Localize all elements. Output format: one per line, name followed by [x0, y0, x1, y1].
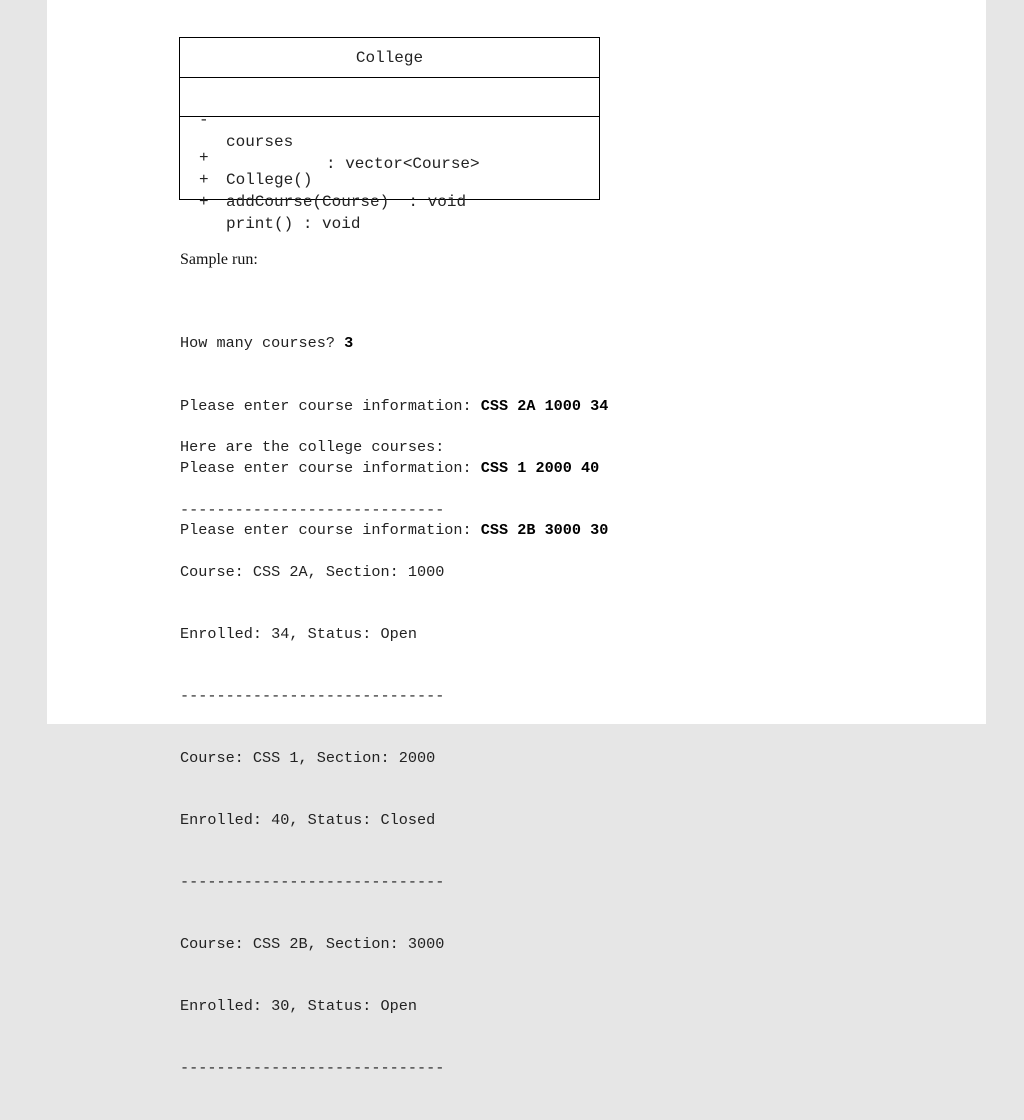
uml-attributes-section [180, 78, 599, 173]
console-divider: ----------------------------- [180, 1059, 445, 1078]
console-prompt: Please enter course information: [180, 396, 481, 415]
console-user-input: CSS 1 2000 40 [480, 458, 600, 477]
console-divider: ----------------------------- [180, 500, 445, 519]
uml-attribute-row [180, 87, 480, 173]
visibility-marker: + [199, 171, 209, 189]
visibility-marker: + [199, 193, 209, 211]
console-user-input: CSS 2A 1000 34 [480, 396, 609, 415]
visibility-marker: - [199, 111, 209, 129]
console-line [180, 333, 608, 354]
document-page [47, 0, 986, 1078]
console-output-line: Here are the college courses: [180, 438, 445, 457]
method-signature: addCourse(Course) : void [226, 193, 467, 211]
attribute-type: : vector<Course> [326, 155, 480, 173]
console-output-line: Enrolled: 30, Status: Open [180, 997, 417, 1016]
console-output-line: Course: CSS 2B, Section: 3000 [180, 935, 445, 954]
console-divider: ----------------------------- [180, 873, 445, 892]
method-signature: College() [226, 171, 313, 189]
uml-class-name: College [180, 38, 599, 78]
console-output-line: Enrolled: 34, Status: Open [180, 624, 417, 643]
console-output-line: Course: CSS 1, Section: 2000 [180, 748, 436, 767]
uml-class-diagram [179, 37, 600, 233]
console-prompt: How many courses? [180, 334, 345, 353]
attribute-name: courses [226, 133, 294, 151]
console-output-line: Enrolled: 40, Status: Closed [180, 810, 436, 829]
console-user-input: 3 [344, 334, 354, 353]
console-prompt: Please enter course information: [180, 520, 481, 539]
method-signature: print() : void [226, 215, 361, 233]
visibility-marker: + [199, 149, 209, 167]
console-output-line: Course: CSS 2A, Section: 1000 [180, 562, 445, 581]
sample-run-label: Sample run: [180, 251, 258, 268]
console-output-block [180, 396, 444, 1120]
uml-methods-section [180, 117, 599, 233]
console-divider: ----------------------------- [180, 686, 445, 705]
console-user-input: CSS 2B 3000 30 [480, 520, 609, 539]
console-prompt: Please enter course information: [180, 458, 481, 477]
